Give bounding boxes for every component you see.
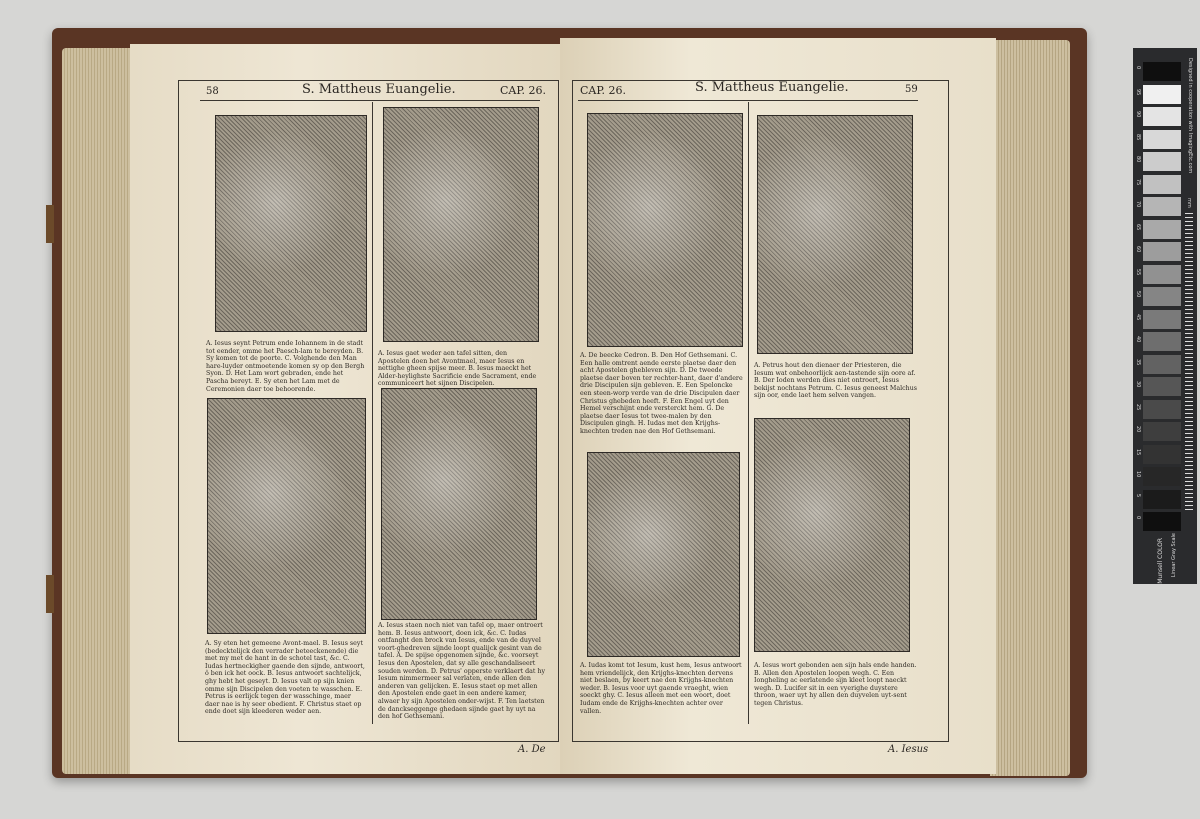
gray-step-label: 75 <box>1135 178 1141 185</box>
gray-patch <box>1143 490 1181 509</box>
page-number: 59 <box>905 84 918 95</box>
engraving-garden-gethsemane <box>587 113 743 347</box>
gray-step-label: 15 <box>1135 448 1141 455</box>
gray-patch <box>1143 355 1181 374</box>
engraving-last-supper <box>383 107 539 342</box>
gray-patch <box>1143 175 1181 194</box>
gray-step-label: 80 <box>1135 156 1141 163</box>
ruler <box>1185 213 1193 513</box>
gray-patch <box>1143 62 1181 81</box>
caption: A. De beecke Cedron. B. Den Hof Gethsemani. C. Een halle omtrent aende eerste plaetse daer den acht Apostelen ghebleven sijn. D. De tweede plaetse daer boven ter rechter-hant, daer d'andere drie Discipulen sijn gebleven. E. Een Speloncke een steen-worp verde van de drie Discipulen daer Christus ghebeden heeft. F. Een Engel uyt den Hemel verschijnt ende versterckt hem. G. De plaetse daer Iesus tot twee-malen by den Discipulen gingh. H. Iudas met den Krijghs-knechten treden nae den Hof Gethsemani. <box>580 352 743 435</box>
gray-step-label: 60 <box>1135 246 1141 253</box>
caption: A. Iesus wort gebonden aen sijn hals ende handen. B. Allen den Apostelen loopen wegh. C. Een Iongheling ac eerlatende sijn kleet loopt naeckt wegh. D. Lucifer sit in een vyerighe duystere throon, waer uyt hy allen den duyvelen uyt-sent tegen Christus. <box>754 662 917 707</box>
card-brand: Munsell COLOR <box>1157 538 1164 584</box>
gray-patch <box>1143 287 1181 306</box>
gray-step-label: 40 <box>1135 336 1141 343</box>
gray-step-label: 95 <box>1135 88 1141 95</box>
gray-step-label: 70 <box>1135 201 1141 208</box>
gray-patch <box>1143 512 1181 531</box>
gray-step-label: 5 <box>1135 493 1141 497</box>
gray-patch <box>1143 377 1181 396</box>
gray-patch <box>1143 310 1181 329</box>
gray-step-label: 35 <box>1135 358 1141 365</box>
engraving-passover-meal <box>207 398 366 634</box>
gray-step-label: 0 <box>1135 66 1141 70</box>
gray-patch <box>1143 152 1181 171</box>
engraving-preparing-passover <box>215 115 367 332</box>
gray-patch <box>1143 130 1181 149</box>
engraving-washing-feet <box>381 388 537 620</box>
gray-step-label: 45 <box>1135 313 1141 320</box>
gray-scale-card <box>1133 48 1197 584</box>
gray-patch <box>1143 265 1181 284</box>
gray-step-label: 55 <box>1135 268 1141 275</box>
gray-patch <box>1143 197 1181 216</box>
page-edges-left <box>62 48 134 774</box>
gray-step-label: 50 <box>1135 291 1141 298</box>
gray-patch <box>1143 85 1181 104</box>
gray-step-label: 25 <box>1135 403 1141 410</box>
gray-patch <box>1143 332 1181 351</box>
gray-patch <box>1143 467 1181 486</box>
gray-patch <box>1143 422 1181 441</box>
card-label: Linear Gray Scale <box>1171 533 1177 578</box>
caption: A. Petrus hout den dienaer der Priesteren, die Iesum wat onbehoorlijck aen-tastende sijn oore af. B. Der Ioden werden dies niet ontroert, Iesus bekijst nochtans Petrum. C. Iesus geneest Malchus sijn oor, ende laet hem selven vangen. <box>754 362 917 400</box>
clasp-lower <box>46 575 54 613</box>
gray-patch <box>1143 445 1181 464</box>
page-number: 58 <box>206 86 219 97</box>
gray-step-label: 10 <box>1135 471 1141 478</box>
running-title: S. Mattheus Euangelie. <box>695 80 849 95</box>
gray-step-label: 65 <box>1135 223 1141 230</box>
gray-step-label: 30 <box>1135 381 1141 388</box>
column-divider <box>748 102 749 724</box>
caption: A. Iesus staen noch niet van tafel op, maer ontroert hem. B. Iesus antwoort, doen ick, &c. C. Iudas ontfanght den brock van Iesus, ende van de duyvel voort-ghedreven sijnde loopt qualijck gesint van de tafel. A. De spijse opgenomen sijnde, &c. voorseyt Iesus den Apostelen, dat sy alle geschandaliseert souden werden. D. Petrus' opperste verklaert dat hy Iesum nimmermeer sal verlaten, ende allen den anderen van gelijcken. E. Iesus staet op met allen den Apostelen ende gaet in een andere kamer, alwaer hy sijn Apostelen onder-wijst. F. Ten laetsten de danckseggenge ghedaen sijnde gaet hy uyt na den hof Gethsemani. <box>378 622 546 721</box>
header-rule <box>200 100 540 101</box>
engraving-judas-kiss <box>587 452 740 657</box>
catchword: A. De <box>518 744 546 755</box>
engraving-malchus-ear <box>757 115 913 354</box>
card-credit: Designed in cooperation with ImagingEtc.com <box>1187 58 1193 174</box>
gray-step-label: 0 <box>1135 516 1141 520</box>
engraving-arrest <box>754 418 910 652</box>
gray-step-label: 85 <box>1135 133 1141 140</box>
clasp-upper <box>46 205 54 243</box>
ruler-unit: mm <box>1186 198 1192 208</box>
caption: A. Iesus gaet weder aen tafel sitten, den Apostelen doen het Avontmael, maer Iesus en nettighe gheen spijse meer. B. Iesus maeckt het Alder-heylighste Sacrificie ende Sacrament, ende communiceert het sijnen Discipelen. <box>378 350 537 388</box>
catchword: A. Iesus <box>888 744 929 755</box>
column-divider <box>372 102 373 724</box>
header-rule <box>578 100 918 101</box>
running-title: S. Mattheus Euangelie. <box>302 82 456 97</box>
caption: A. Sy eten het gemeene Avont-mael. B. Iesus seyt (bedecktelijck den verrader beteeckenende) die met my met de hant in de schotel tast, &c. C. Iudas hertneckigher gaende den sijnde, antwoort, ô ben ick het oock. B. Iesus antwoort sachtelijck, ghy hebt het geseyt. D. Iesus valt op sijn knien omme sijn Discipelen den voeten te wasschen. E. Petrus is eerlijck tegen der wasschinge, maer daer nae is hy seer obedient. F. Christus staet op ende doet sijn kleederen weder aen. <box>205 640 365 716</box>
gray-patch <box>1143 242 1181 261</box>
gray-patch <box>1143 107 1181 126</box>
caption: A. Iudas komt tot Iesum, kust hem, Iesus antwoort hem vriendelijck, den Krijghs-knechten dervens niet beslaen, by keert nae den Krijghs-knechten weder. B. Iesus voor uyt gaende vraeght, wien soeckt ghy. C. Iesus alleen met een woort, doet Iudam ende de Krijghs-knechten achter over vallen. <box>580 662 742 715</box>
gray-step-label: 20 <box>1135 426 1141 433</box>
gray-patch <box>1143 400 1181 419</box>
gray-patch <box>1143 220 1181 239</box>
chapter-label: CAP. 26. <box>580 84 627 97</box>
gray-step-label: 90 <box>1135 111 1141 118</box>
caption: A. Iesus seynt Petrum ende Iohannem in de stadt tot eender, omme het Paesch-lam te bereyden. B. Sy komen tot de poorte. C. Volghende den Man hare-luyder ontmoetende komen sy op den Bergh Syon. D. Het Lam wort gebraden, ende het Pascha bereyt. E. Sy eten het Lam met de Ceremonien daer toe behoorende. <box>206 340 365 393</box>
chapter-label: CAP. 26. <box>500 84 547 97</box>
page-edges-right <box>990 40 1070 776</box>
